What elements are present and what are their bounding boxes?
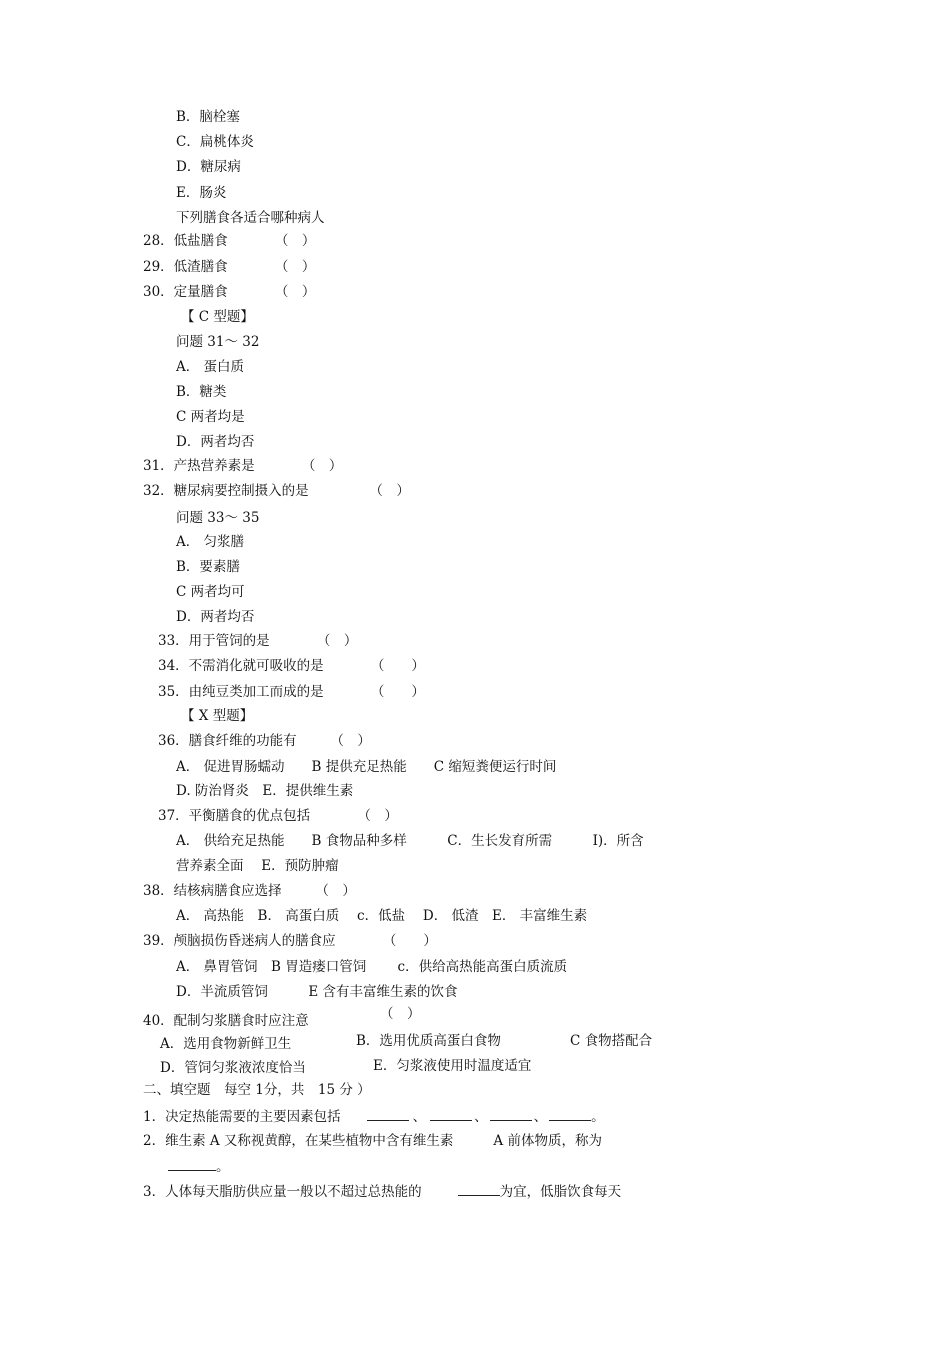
- fill-question-2: [143, 1132, 602, 1150]
- option-b: B．要素膳: [176, 559, 240, 575]
- question-39-options-1: A． 鼻胃管饲 B 胃造瘘口管饲 c．供给高热能高蛋白质流质: [176, 959, 568, 975]
- question-40-option-b: B．选用优质高蛋白食物: [356, 1033, 501, 1049]
- question-38: 38．结核病膳食应选择 （ ）: [143, 883, 356, 899]
- separator: 、: [533, 1109, 548, 1125]
- question-36-options-1: A． 促进胃肠蠕动 B 提供充足热能 C 缩短粪便运行时间: [176, 759, 557, 775]
- question-group-31-32: 问题 31～ 32: [176, 334, 260, 350]
- question-group-33-35: 问题 33～ 35: [176, 510, 260, 526]
- question-37-options-2: 营养素全面 E．预防肿瘤: [176, 858, 339, 874]
- fill-question-1: [143, 1108, 605, 1126]
- question-35: 35．由纯豆类加工而成的是 （ ）: [158, 684, 425, 700]
- question-40-option-d: D．管饲匀浆液浓度恰当: [160, 1060, 306, 1076]
- question-36-options-2: D. 防治肾炎 E．提供维生素: [176, 783, 354, 799]
- question-30: 30．定量膳食 （ ）: [143, 284, 316, 300]
- option-c: C 两者均可: [176, 584, 245, 600]
- option-b: B．脑栓塞: [176, 109, 240, 125]
- question-39-options-2: D．半流质管饲 E 含有丰富维生素的饮食: [176, 984, 458, 1000]
- answer-blank[interactable]: [490, 1108, 532, 1121]
- section-heading-c: 【 C 型题】: [181, 309, 254, 325]
- question-39: 39．颅脑损伤昏迷病人的膳食应 （ ）: [143, 933, 437, 949]
- section-heading-x: 【 X 型题】: [181, 708, 254, 724]
- question-40: 40．配制匀浆膳食时应注意: [143, 1013, 309, 1029]
- fill-question-2-blank-line: [168, 1158, 230, 1176]
- question-36: 36．膳食纤维的功能有 （ ）: [158, 733, 371, 749]
- period: 。: [591, 1109, 605, 1125]
- option-d: D．糖尿病: [176, 159, 241, 175]
- answer-blank[interactable]: [430, 1108, 472, 1121]
- answer-blank[interactable]: [549, 1108, 591, 1121]
- question-37: 37．平衡膳食的优点包括 （ ）: [158, 808, 398, 824]
- fill-question-3-text: 3．人体每天脂肪供应量一般以不超过总热能的: [143, 1184, 422, 1200]
- question-31: 31．产热营养素是 （ ）: [143, 458, 343, 474]
- answer-blank[interactable]: [168, 1158, 216, 1171]
- option-e: E．肠炎: [176, 185, 227, 201]
- answer-blank[interactable]: [458, 1183, 500, 1196]
- option-c: C．扁桃体炎: [176, 134, 254, 150]
- question-34: 34．不需消化就可吸收的是 （ ）: [158, 658, 425, 674]
- question-40-option-c: C 食物搭配合: [570, 1033, 653, 1049]
- fill-question-2-text-cont: A 前体物质，称为: [493, 1133, 602, 1149]
- fill-question-2-text: 2．维生素 A 又称视黄醇，在某些植物中含有维生素: [143, 1133, 454, 1149]
- separator: 、: [474, 1109, 488, 1125]
- question-intro: 下列膳食各适合哪种病人: [176, 210, 325, 226]
- question-38-options: A． 高热能 B． 高蛋白质 c．低盐 D． 低渣 E． 丰富维生素: [176, 908, 588, 924]
- question-37-options-1: A． 供给充足热能 B 食物品种多样 C．生长发育所需 I)．所含: [176, 833, 644, 849]
- answer-blank[interactable]: [367, 1108, 409, 1121]
- question-40-option-e: E．匀浆液使用时温度适宜: [373, 1058, 532, 1074]
- option-d: D．两者均否: [176, 609, 255, 625]
- option-d: D．两者均否: [176, 434, 255, 450]
- separator: 、: [412, 1109, 427, 1125]
- option-a: A． 匀浆膳: [176, 534, 245, 550]
- fill-question-1-text: 1．决定热能需要的主要因素包括: [143, 1109, 341, 1125]
- option-a: A． 蛋白质: [176, 359, 245, 375]
- option-c: C 两者均是: [176, 409, 245, 425]
- question-29: 29．低渣膳食 （ ）: [143, 259, 316, 275]
- question-32: 32．糖尿病要控制摄入的是 （ ）: [143, 483, 410, 499]
- question-40-answer-paren: （ ）: [380, 1006, 421, 1022]
- period: 。: [216, 1159, 230, 1175]
- fill-in-section-heading: 二、填空题 每空 1分，共 15 分 ）: [143, 1082, 371, 1098]
- fill-question-3-text-cont: 为宜，低脂饮食每天: [499, 1184, 622, 1200]
- option-b: B．糖类: [176, 384, 227, 400]
- fill-question-3: [143, 1183, 621, 1201]
- question-33: 33．用于管饲的是 （ ）: [158, 633, 358, 649]
- question-28: 28．低盐膳食 （ ）: [143, 233, 316, 249]
- question-40-option-a: A．选用食物新鲜卫生: [160, 1036, 292, 1052]
